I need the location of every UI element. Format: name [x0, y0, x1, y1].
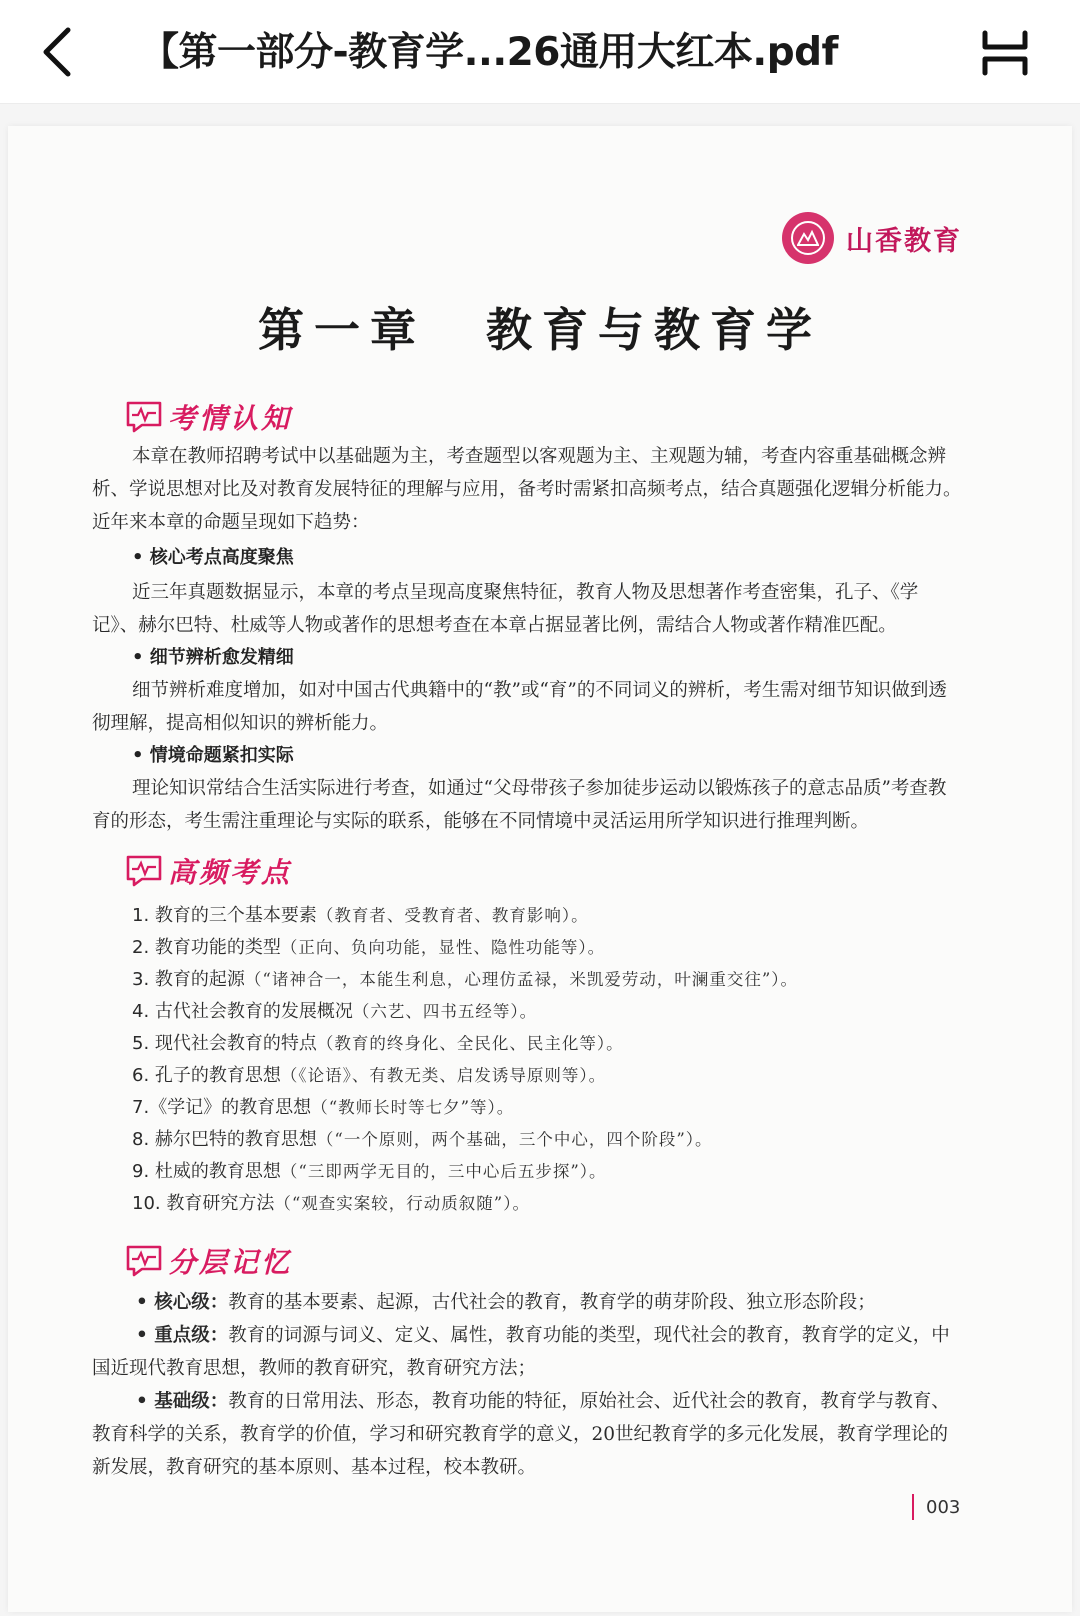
brand-name: 山香教育 [846, 225, 962, 257]
layer-item-key: • 重点级：教育的词源与词义、定义、属性，教育功能的类型，现代社会的教育，教育学的定义，中国近现代教育思想，教师的教育研究，教育研究方法； [92, 1325, 950, 1379]
trend-text-2: 细节辨析难度增加，如对中国古代典籍中的“教”或“育”的不同词义的辨析，考生需对细节知识做到透彻理解，提高相似知识的辨析能力。 [92, 680, 947, 734]
chat-pulse-icon [124, 1244, 164, 1278]
trend-text-3: 理论知识常结合生活实际进行考查，如通过“父母带孩子参加徒步运动以锻炼孩子的意志品质”考查教育的形态，考生需注重理论与实际的联系，能够在不同情境中灵活运用所学知识进行推理判断。 [92, 778, 947, 832]
document-viewer[interactable] [0, 104, 1080, 1616]
layer-item-basic: • 基础级：教育的日常用法、形态，教育功能的特征，原始社会、近代社会的教育，教育学与教育、教育科学的关系，教育学的价值，学习和研究教育学的意义，20世纪教育学的多元化发展，教育学理论的新发展，教育研究的基本原则、基本过程，校本教研。 [92, 1391, 950, 1478]
list-item: 3. 教育的起源（“诸神合一，本能生利息，心理仿孟禄，米凯爱劳动，叶澜重交往”）。 [132, 969, 799, 990]
reader-mode-button[interactable] [970, 18, 1040, 88]
section-heading-layered [124, 1240, 292, 1282]
chat-pulse-icon [124, 854, 164, 888]
brand-logo-icon [782, 212, 834, 264]
pdf-page [8, 126, 1072, 1612]
app-bar [0, 0, 1080, 104]
section-heading-highfreq [124, 850, 292, 892]
trend-head-2: • 细节辨析愈发精细 [132, 647, 294, 668]
section-label: 考情认知 [168, 402, 293, 435]
section-heading-exam [124, 396, 292, 438]
section-label: 高频考点 [168, 856, 293, 889]
list-item: 4. 古代社会教育的发展概况（六艺、四书五经等）。 [132, 1001, 538, 1022]
document-title: 【第一部分-教育学...26通用大红本.pdf [140, 30, 839, 75]
list-item: 6. 孔子的教育思想（《论语》、有教无类、启发诱导原则等）。 [132, 1065, 607, 1086]
list-item: 9. 杜威的教育思想（“三即两学无目的，三中心后五步探”）。 [132, 1161, 607, 1182]
page-number-text: 003 [926, 1496, 961, 1518]
back-button[interactable] [22, 12, 94, 92]
list-item: 8. 赫尔巴特的教育思想（“一个原则，两个基础，三个中心，四个阶段”）。 [132, 1129, 713, 1150]
chat-pulse-icon [124, 400, 164, 434]
chevron-left-icon [38, 24, 78, 80]
brand [782, 208, 1002, 268]
page-number [912, 1492, 960, 1522]
layer-item-core: • 核心级：教育的基本要素、起源，古代社会的教育，教育学的萌芽阶段、独立形态阶段； [136, 1292, 876, 1313]
section-label: 分层记忆 [168, 1246, 293, 1279]
trend-head-1: • 核心考点高度聚焦 [132, 547, 294, 568]
page-number-bar [912, 1494, 914, 1520]
list-item: 1. 教育的三个基本要素（教育者、受教育者、教育影响）。 [132, 905, 589, 926]
list-item: 7.《学记》的教育思想（“教师长时等七夕”等）。 [132, 1097, 515, 1118]
list-item: 5. 现代社会教育的特点（教育的终身化、全民化、民主化等）。 [132, 1033, 624, 1054]
list-item: 10. 教育研究方法（“观查实案较，行动质叙随”）。 [132, 1193, 530, 1214]
chapter-title [8, 294, 1072, 360]
reader-mode-icon [977, 25, 1033, 81]
list-item: 2. 教育功能的类型（正向、负向功能，显性、隐性功能等）。 [132, 937, 606, 958]
chapter-name: 教育与教育学 [486, 303, 822, 357]
trend-head-3: • 情境命题紧扣实际 [132, 745, 294, 766]
chapter-number: 第一章 [258, 303, 426, 357]
exam-intro: 本章在教师招聘考试中以基础题为主，考查题型以客观题为主、主观题为辅，考查内容重基础概念辨析、学说思想对比及对教育发展特征的理解与应用，备考时需紧扣高频考点，结合真题强化逻辑分析能力。近年来本章的命题呈现如下趋势： [92, 446, 962, 533]
trend-text-1: 近三年真题数据显示，本章的考点呈现高度聚焦特征，教育人物及思想著作考查密集，孔子、《学记》、赫尔巴特、杜威等人物或著作的思想考查在本章占据显著比例，需结合人物或著作精准匹配。 [92, 582, 919, 636]
